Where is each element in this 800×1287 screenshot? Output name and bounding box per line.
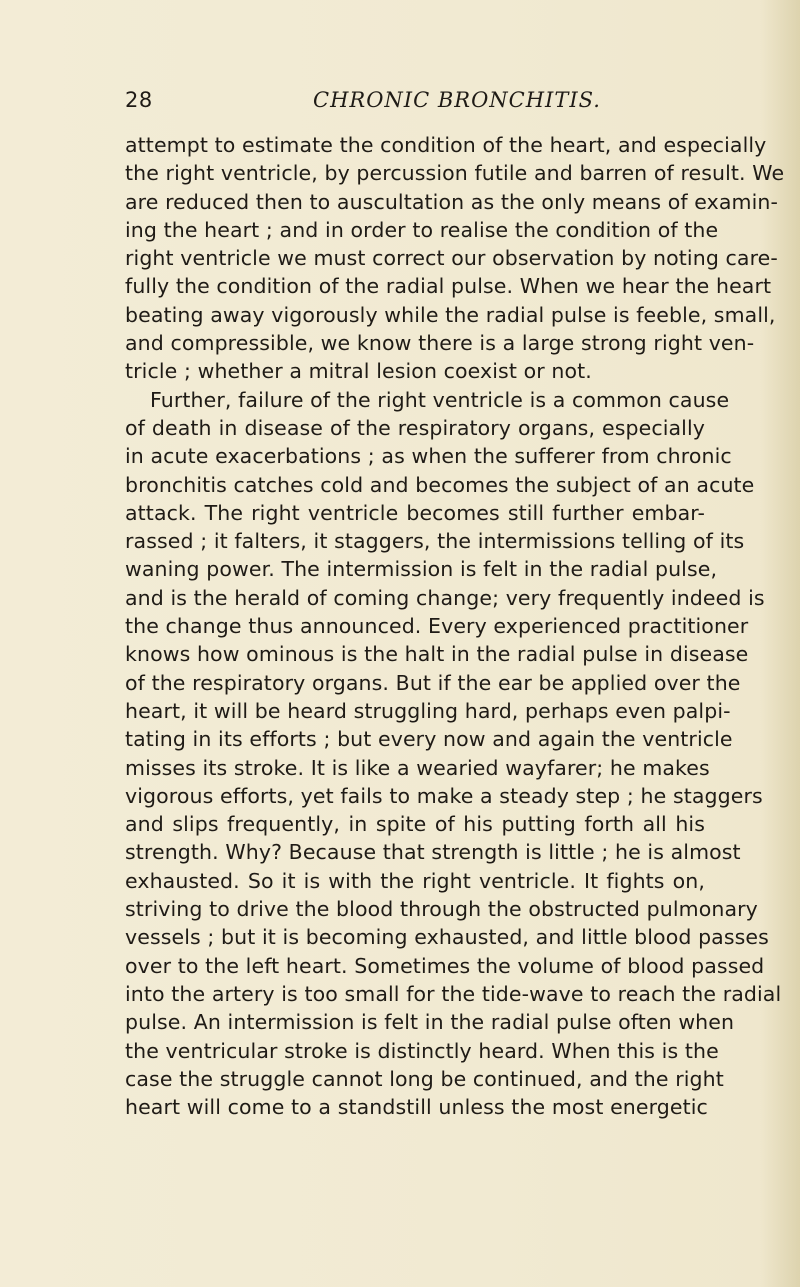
text-line: attempt to estimate the condition of the heart, and especially	[125, 133, 767, 157]
text-line: rassed ; it falters, it staggers, the intermissions telling of its	[125, 529, 745, 554]
text-line: and slips frequently, in spite of his putting forth all his	[125, 812, 705, 837]
text-line: fully the condition of the radial pulse. When we hear the heart	[125, 274, 772, 299]
text-line: in acute exacerbations ; as when the sufferer from chronic	[125, 444, 732, 469]
text-line: tating in its efforts ; but every now and again the ventricle	[125, 727, 733, 752]
text-line: heart, it will be heard struggling hard, perhaps even palpi-	[125, 698, 731, 723]
paragraph-2	[125, 386, 782, 1122]
text-line: are reduced then to auscultation as the only means of examin-	[125, 189, 779, 214]
text-line: case the struggle cannot long be continued, and the right	[125, 1066, 724, 1091]
page-header	[125, 88, 705, 118]
text-line: pulse. An intermission is felt in the radial pulse often when	[125, 1010, 735, 1035]
text-line: exhausted. So it is with the right ventricle. It fights on,	[125, 868, 705, 893]
text-line: the ventricular stroke is distinctly heard. When this is the	[125, 1038, 719, 1063]
text-line: waning power. The intermission is felt in the radial pulse,	[125, 557, 718, 582]
text-line: knows how ominous is the halt in the radial pulse in disease	[125, 642, 749, 667]
text-line: into the artery is too small for the tide-wave to reach the radial	[125, 981, 782, 1006]
text-line: and is the herald of coming change; very frequently indeed is	[125, 585, 765, 610]
text-line: over to the left heart. Sometimes the volume of blood passed	[125, 953, 765, 978]
text-line: vessels ; but it is becoming exhausted, and little blood passes	[125, 925, 769, 950]
text-line: of the respiratory organs. But if the ear be applied over the	[125, 670, 741, 695]
text-line: vigorous efforts, yet fails to make a steady step ; he staggers	[125, 783, 763, 808]
text-line: tricle ; whether a mitral lesion coexist or not.	[125, 359, 592, 384]
text-line: bronchitis catches cold and becomes the subject of an acute	[125, 472, 755, 497]
text-line: misses its stroke. It is like a wearied wayfarer; he makes	[125, 755, 710, 780]
body-text	[125, 131, 785, 1121]
text-line: and compressible, we know there is a large strong right ven-	[125, 331, 755, 356]
text-line: of death in disease of the respiratory organs, especially	[125, 415, 705, 440]
text-line: Further, failure of the right ventricle is a common cause	[150, 387, 730, 412]
running-title: CHRONIC BRONCHITIS.	[313, 88, 601, 112]
text-line: striving to drive the blood through the obstructed pulmonary	[125, 897, 758, 922]
text-line: strength. Why? Because that strength is little ; he is almost	[125, 840, 741, 865]
text-line: the right ventricle, by percussion futile and barren of result. We	[125, 161, 785, 186]
text-line: beating away vigorously while the radial pulse is feeble, small,	[125, 302, 776, 327]
text-line: ing the heart ; and in order to realise the condition of the	[125, 217, 719, 242]
page-number: 28	[125, 88, 153, 112]
text-line: the change thus announced. Every experienced practitioner	[125, 614, 749, 639]
text-line: right ventricle we must correct our observation by noting care-	[125, 246, 778, 271]
text-line: attack. The right ventricle becomes still further embar-	[125, 500, 705, 525]
paragraph-1	[125, 131, 785, 386]
text-line: heart will come to a standstill unless the most energetic	[125, 1095, 708, 1120]
